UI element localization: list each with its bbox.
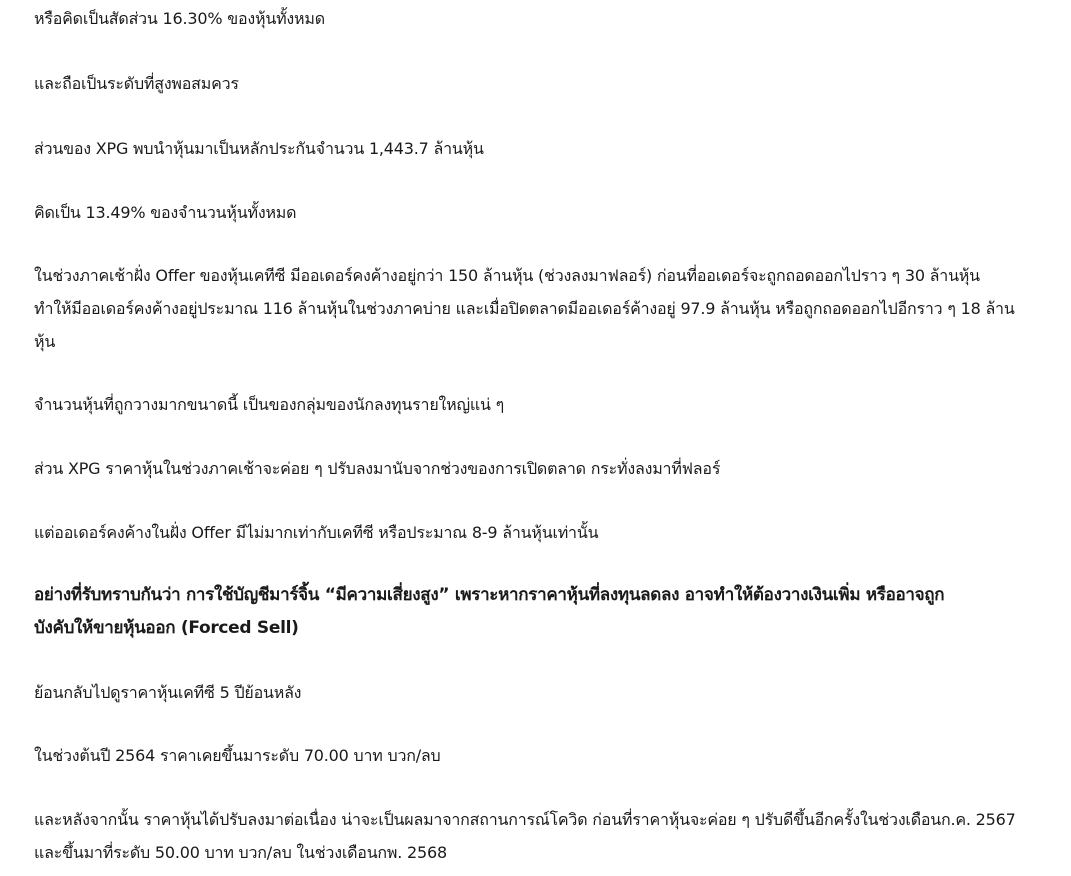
paragraph-xpg-percent: คิดเป็น 13.49% ของจำนวนหุ้นทั้งหมด xyxy=(34,203,297,222)
paragraph-high-level: และถือเป็นระดับที่สูงพอสมควร xyxy=(34,74,239,93)
paragraph-margin-risk: อย่างที่รับทราบกันว่า การใช้บัญชีมาร์จิ้น “มีความเสี่ยงสูง” เพราะหากราคาหุ้นที่ลงทุนลดลง อาจทำให้ต้องวางเงินเพิ่ม หรืออาจถูกบังคับให้ขายหุ้นออก (Forced Sell) xyxy=(34,585,945,638)
paragraph-large-investors: จำนวนหุ้นที่ถูกวางมากขนาดนี้ เป็นของกลุ่มของนักลงทุนรายใหญ่แน่ ๆ xyxy=(34,395,505,414)
paragraph-ktc-pledge-percent: หรือคิดเป็นสัดส่วน 16.30% ของหุ้นทั้งหมด xyxy=(34,9,325,28)
paragraph-xpg-offer-orders: แต่ออเดอร์คงค้างในฝั่ง Offer มีไม่มากเท่ากับเคทีซี หรือประมาณ 8-9 ล้านหุ้นเท่านั้น xyxy=(34,523,599,542)
paragraph-five-year-review: ย้อนกลับไปดูราคาหุ้นเคทีซี 5 ปีย้อนหลัง xyxy=(34,683,302,702)
paragraph-xpg-price-decline: ส่วน XPG ราคาหุ้นในช่วงภาคเช้าจะค่อย ๆ ปรับลงมานับจากช่วงของการเปิดตลาด กระทั่งลงมาที่ฟลอร์ xyxy=(34,459,721,478)
paragraph-price-recovery: และหลังจากนั้น ราคาหุ้นได้ปรับลงมาต่อเนื่อง น่าจะเป็นผลมาจากสถานการณ์โควิด ก่อนที่ราคาหุ้นจะค่อย ๆ ปรับดีขึ้นอีกครั้งในช่วงเดือนก.ค. 2567 และขึ้นมาที่ระดับ 50.00 บาท บวก/ลบ ในช่วงเดือนกพ. 2568 xyxy=(34,810,1016,862)
paragraph-2564-price: ในช่วงต้นปี 2564 ราคาเคยขึ้นมาระดับ 70.00 บาท บวก/ลบ xyxy=(34,746,441,765)
paragraph-ktc-offer-orders: ในช่วงภาคเช้าฝั่ง Offer ของหุ้นเคทีซี มีออเดอร์คงค้างอยู่กว่า 150 ล้านหุ้น (ช่วงลงมาฟลอร์) ก่อนที่ออเดอร์จะถูกถอดออกไปราว ๆ 30 ล้านหุ้น ทำให้มีออเดอร์คงค้างอยู่ประมาณ 116 ล้านหุ้นในช่วงภาคบ่าย และเมื่อปิดตลาดมีออเดอร์ค้างอยู่ 97.9 ล้านหุ้น หรือถูกถอดออกไปอีกราว ๆ 18 ล้านหุ้น xyxy=(34,266,1015,351)
paragraph-xpg-pledge: ส่วนของ XPG พบนำหุ้นมาเป็นหลักประกันจำนวน 1,443.7 ล้านหุ้น xyxy=(34,139,484,158)
